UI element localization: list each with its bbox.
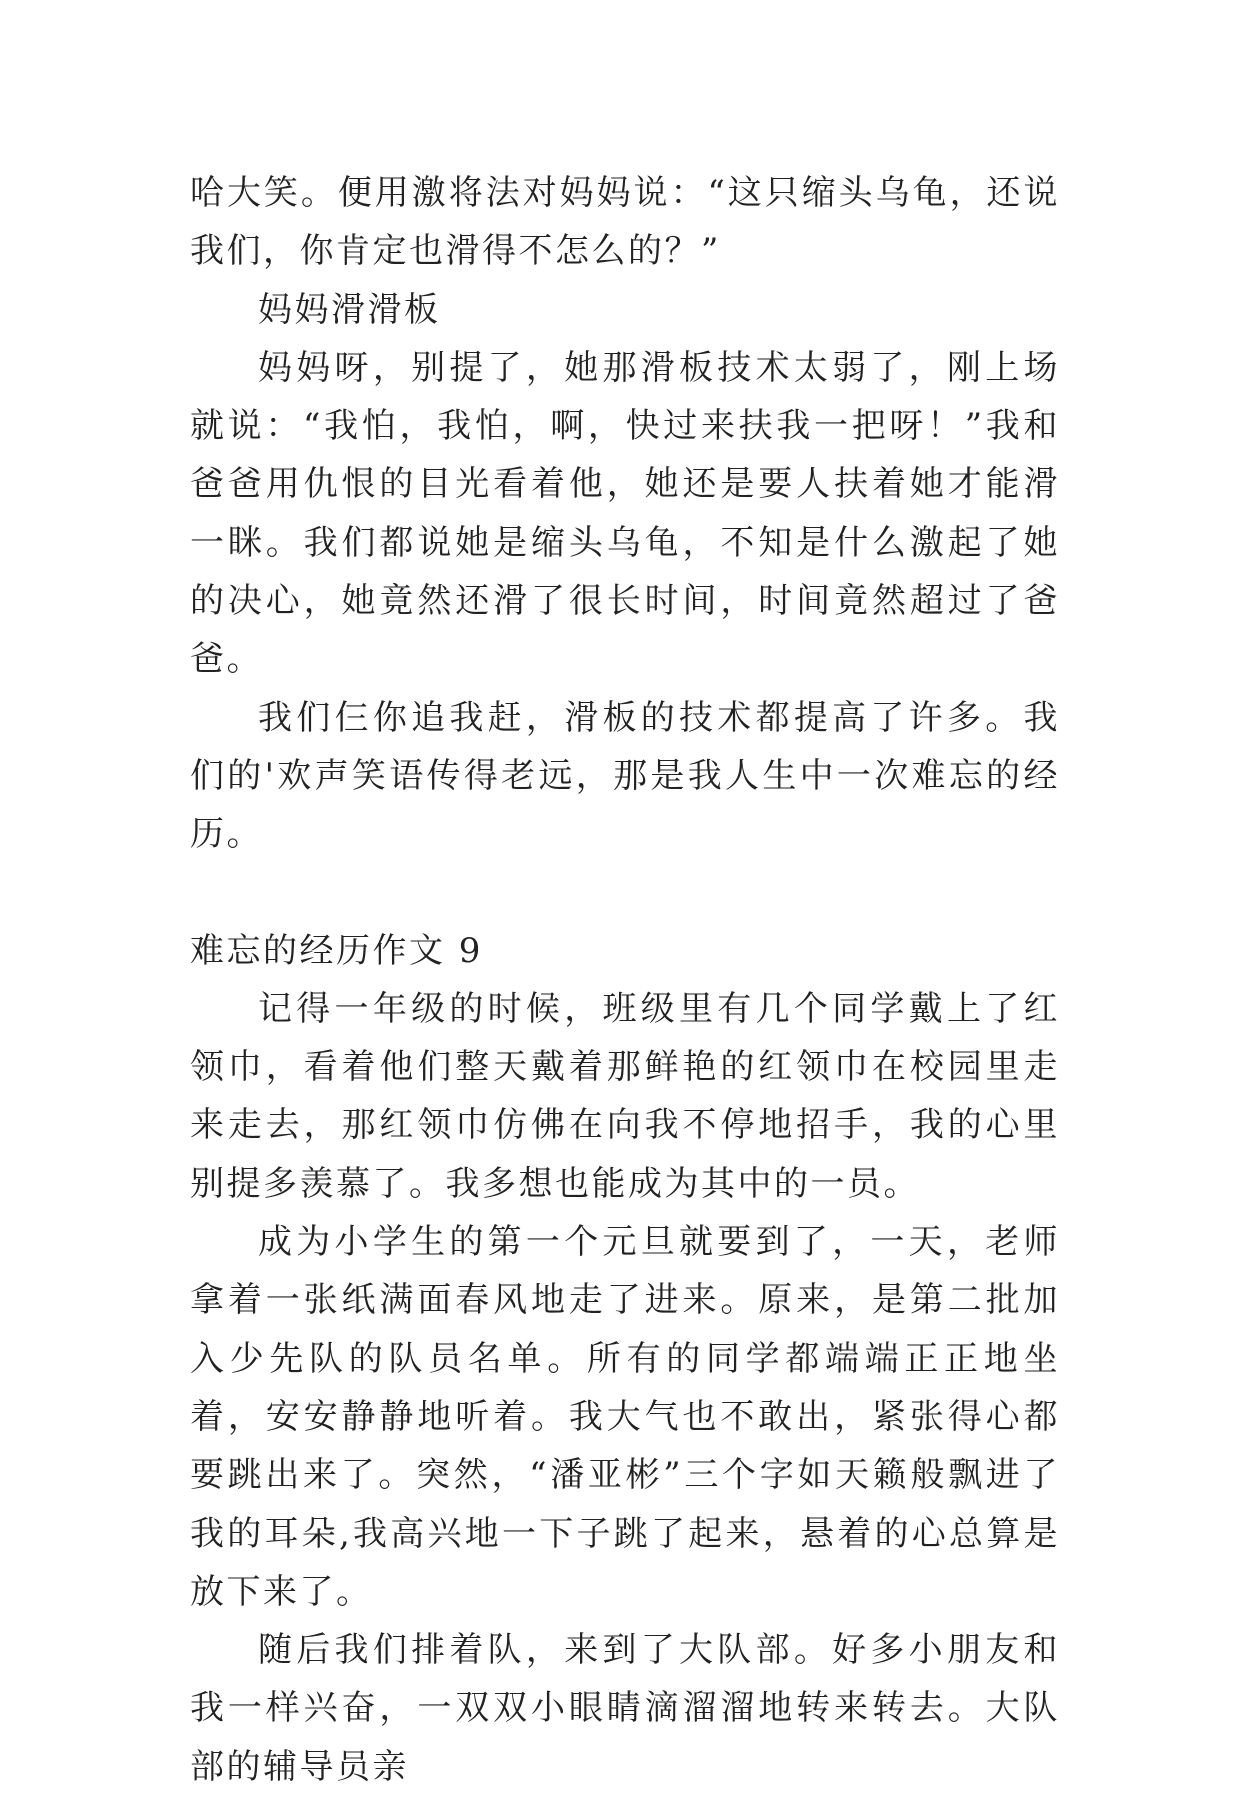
document-body <box>190 164 1060 1796</box>
paragraph-brigade: 随后我们排着队，来到了大队部。好多小朋友和我一样兴奋，一双双小眼睛滴溜溜地转来转去。大队部的辅导员亲 <box>190 1630 1060 1787</box>
subheading-mom-skateboarding: 妈妈滑滑板 <box>258 289 441 330</box>
paragraph-new-year: 成为小学生的第一个元旦就要到了，一天，老师拿着一张纸满面春风地走了进来。原来，是第二批加入少先队的队员名单。所有的同学都端端正正地坐着，安安静静地听着。我大气也不敢出，紧张得心都要跳出来了。突然，“潘亚彬”三个字如天籁般飘进了我的耳朵,我高兴地一下子跳了起来，悬着的心总算是放下来了。 <box>190 1222 1060 1612</box>
essay-heading: 难忘的经历作文 9 <box>190 930 483 971</box>
paragraph-red-scarf: 记得一年级的时候，班级里有几个同学戴上了红领巾，看着他们整天戴着那鲜艳的红领巾在校园里走来走去，那红领巾仿佛在向我不停地招手，我的心里别提多羡慕了。我多想也能成为其中的一员。 <box>190 988 1060 1204</box>
paragraph-closing: 我们仨你追我赶，滑板的技术都提高了许多。我们的'欢声笑语传得老远，那是我人生中一次难忘的经历。 <box>190 697 1060 855</box>
paragraph-mom-skateboarding: 妈妈呀，别提了，她那滑板技术太弱了，刚上场就说：“我怕，我怕，啊，快过来扶我一把呀！”我和爸爸用仇恨的目光看着他，她还是要人扶着她才能滑一眯。我们都说她是缩头乌龟，不知是什么激起了她的决心，她竟然还滑了很长时间，时间竟然超过了爸爸。 <box>190 347 1060 680</box>
paragraph-continuation: 哈大笑。便用激将法对妈妈说：“这只缩头乌龟，还说我们，你肯定也滑得不怎么的？” <box>190 173 1060 272</box>
